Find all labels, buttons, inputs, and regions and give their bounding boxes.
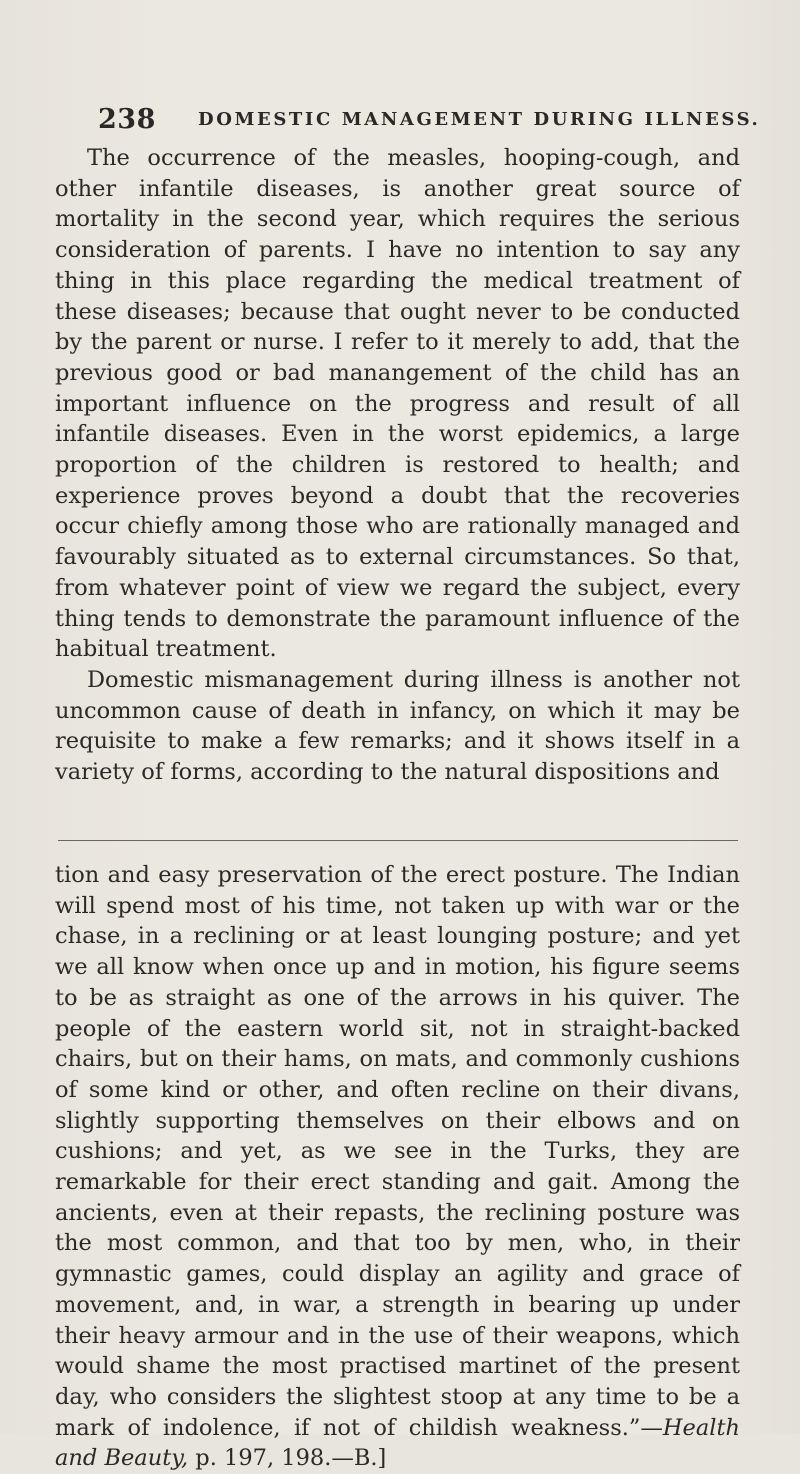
- paragraph-measles: The occurrence of the measles, hooping-cough, and other infantile diseases, is another great source of mortality in the second year, which requires the serious consideration of parents. I have no intention to say any thing in this place regarding the medical treatment of these diseases; because that ought never to be conducted by the parent or nurse. I refer to it merely to add, that the previous good or bad manangement of the child has an important influence on the progress and result of all infantile diseases. Even in the worst epidemics, a large proportion of the children is restored to health; and experience proves beyond a doubt that the recoveries occur chiefly among those who are rationally managed and favourably situated as to external circumstances. So that, from whatever point of view we regard the subject, every thing tends to demonstrate the paramount influence of the habitual treatment.: [55, 145, 740, 663]
- footnote-source-page: p. 197, 198.—B.]: [195, 1445, 387, 1472]
- paragraph-domestic-mismanagement: Domestic mismanagement during illness is another not uncommon cause of death in infancy, on which it may be requisite to make a few remarks; and it shows itself in a variety of forms, according to the natural dispositions and: [55, 666, 740, 786]
- page-number: 238: [98, 104, 156, 135]
- footnote-body: tion and easy preservation of the erect posture. The Indian will spend most of his time, not taken up with war or the chase, in a reclining or at least lounging posture; and yet we all know when once up and in motion, his figure seems to be as straight as one of the arrows in his quiver. The people of the eastern world sit, not in straight-backed chairs, but on their hams, on mats, and commonly cushions of some kind or other, and often recline on their divans, slightly supporting themselves on their elbows and on cushions; and yet, as we see in the Turks, they are remarkable for their erect standing and gait. Among the ancients, even at their repasts, the reclining posture was the most common, and that too by men, who, in their gymnastic games, could display an agility and grace of movement, and, in war, a strength in bearing up under their heavy armour and in the use of their weapons, which would shame the most practised martinet of the present day, who considers the slightest stoop at any time to be a mark of indolence, if not of childish weakness.”—: [55, 862, 740, 1441]
- page-header: [98, 104, 761, 144]
- footnote-source-title: Health and Beauty,: [55, 1414, 740, 1472]
- footnote-text: [55, 860, 740, 1474]
- running-head: DOMESTIC MANAGEMENT DURING ILLNESS.: [198, 109, 761, 130]
- footnote-separator: [58, 840, 738, 841]
- main-text: [55, 143, 740, 788]
- footnote: [55, 860, 740, 1474]
